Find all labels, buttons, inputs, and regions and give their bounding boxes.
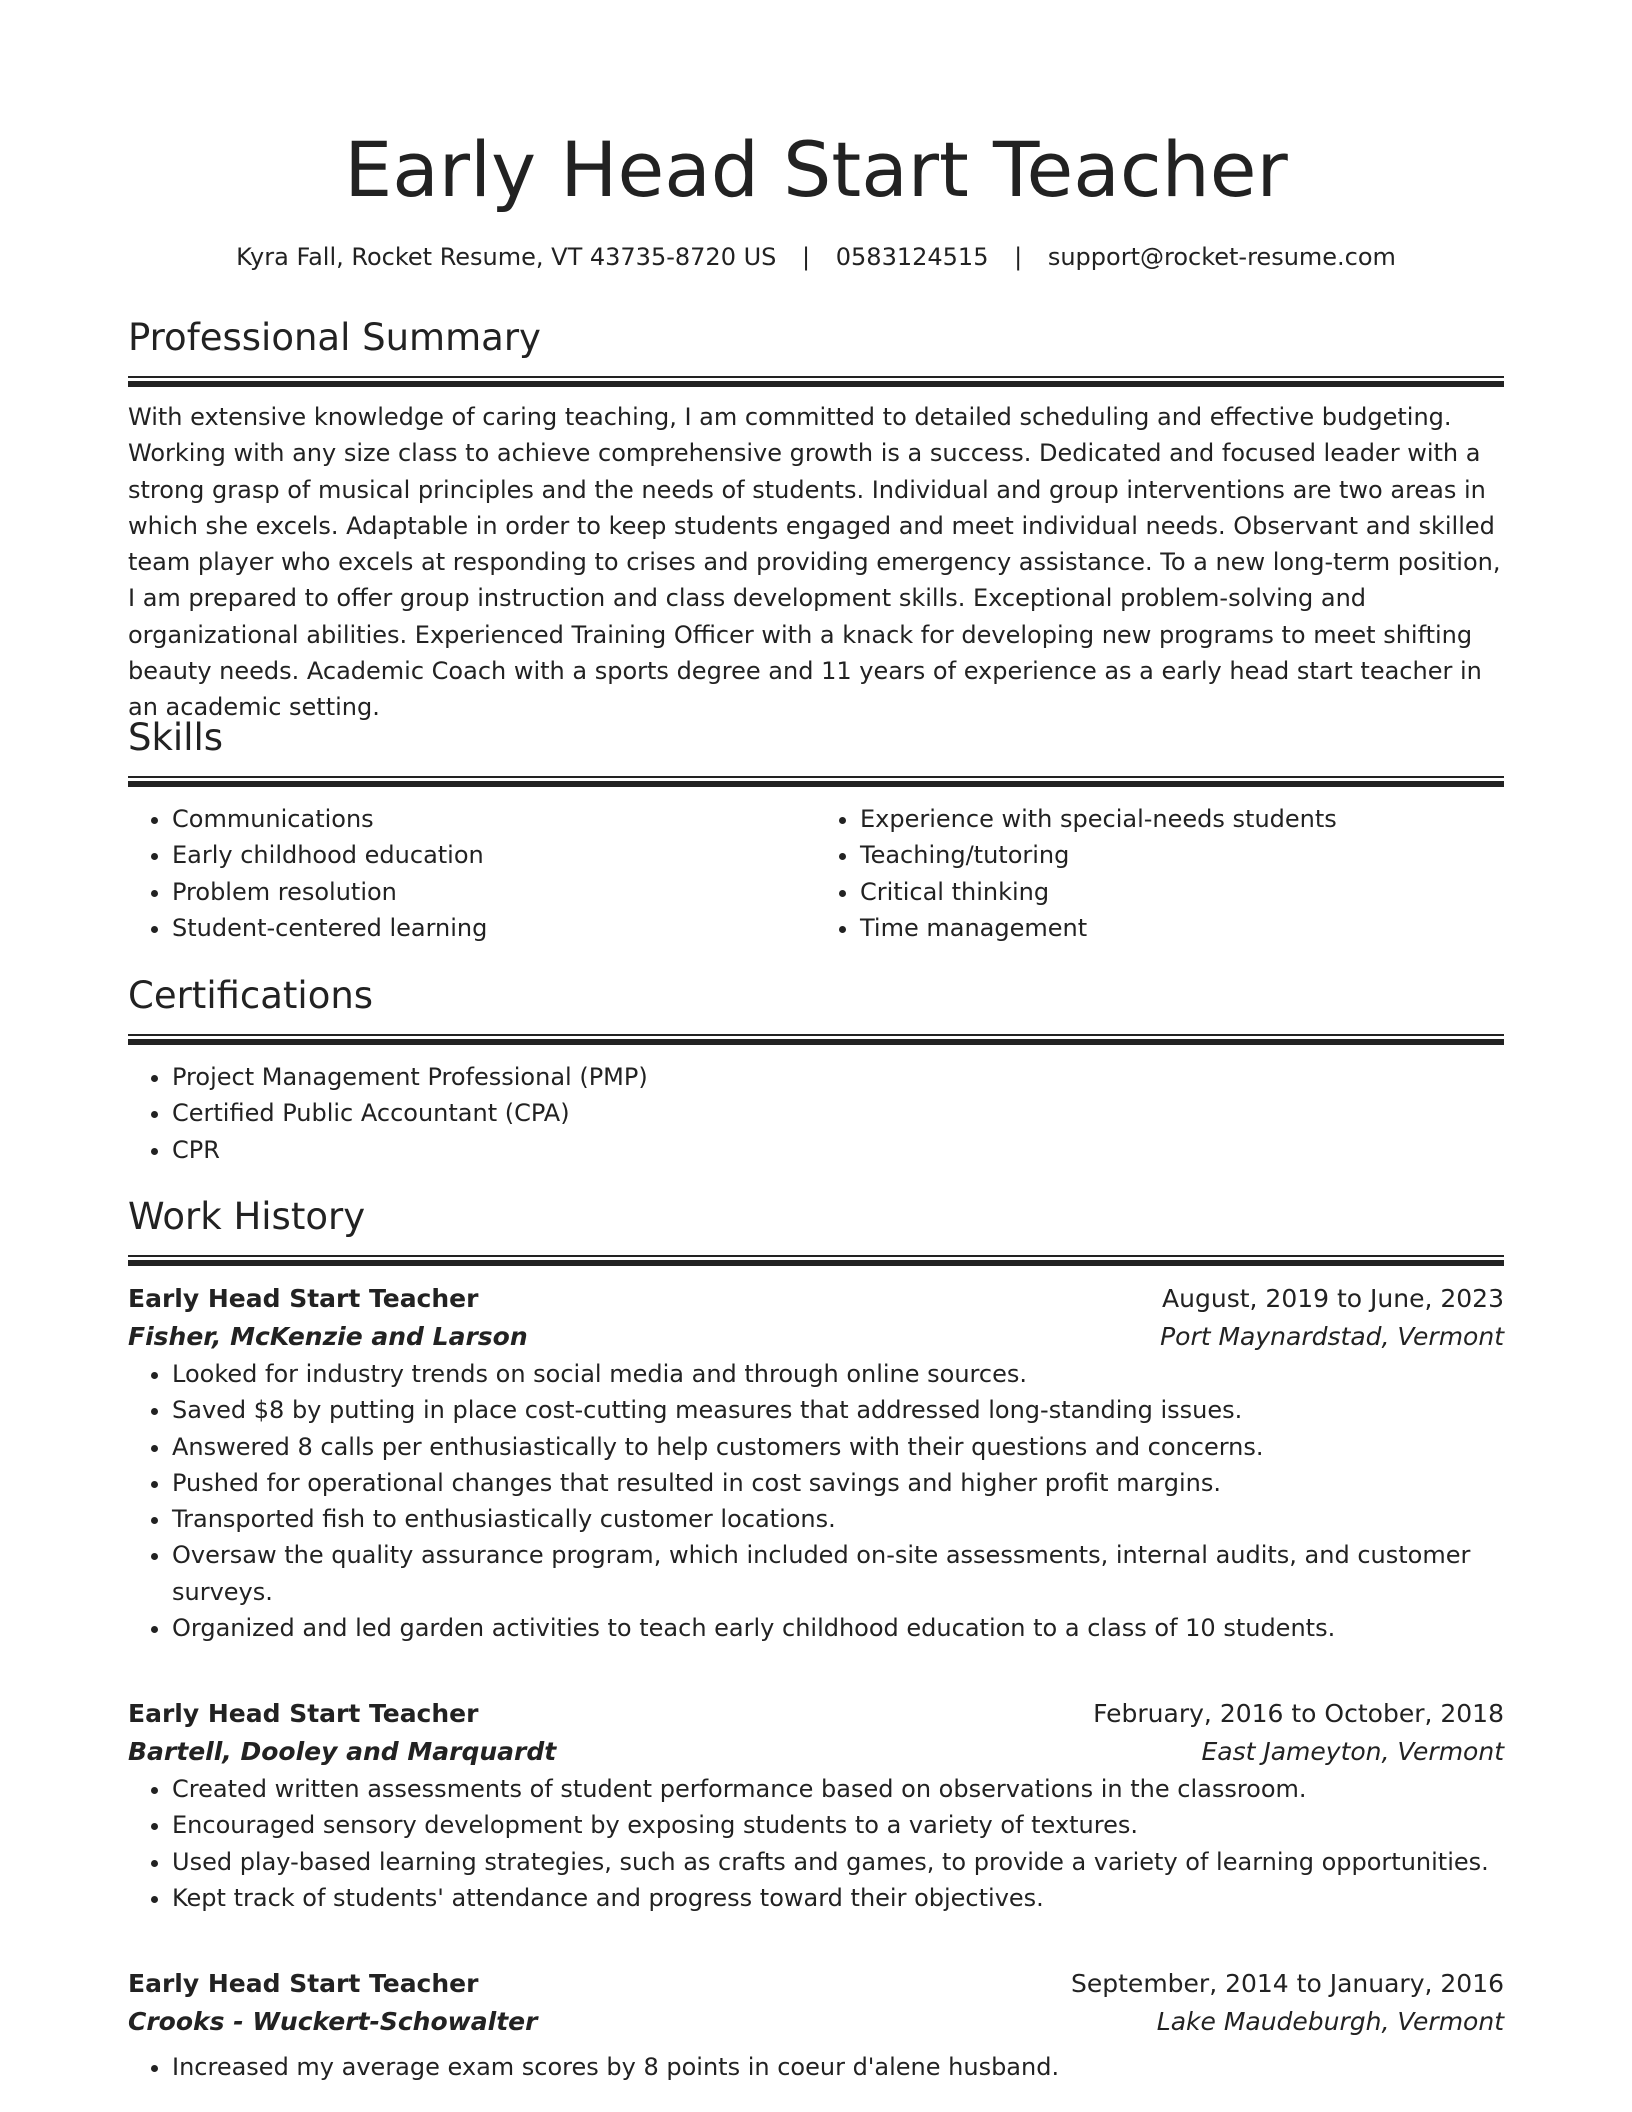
job-title: Early Head Start Teacher (128, 1699, 479, 1728)
list-item: • Kept track of students' attendance and progress toward their objectives. (172, 1880, 1504, 1916)
summary-text: With extensive knowledge of caring teaching, I am committed to detailed scheduling and effective budgeting. Working with any size class to achieve comprehensive growth is a success. Dedicated and focused leader with a strong grasp of musical principles and the needs of students. Individual and group interventions are two areas in which she excels. Adaptable in order to keep students engaged and meet individual needs. Observant and skilled team player who excels at responding to crises and providing emergency assistance. To a new long-term position, I am prepared to offer group instruction and class development skills. Exceptional problem-solving and organizational abilities. Experienced Training Officer with a knack for developing new programs to meet shifting beauty needs. Academic Coach with a sports degree and 11 years of experience as a early head start teacher in an academic setting. (128, 403, 1501, 722)
job-company: Fisher, McKenzie and Larson (128, 1322, 528, 1351)
job-header (128, 1695, 1504, 1733)
job-subheader (128, 1733, 1504, 1771)
list-item: • Used play-based learning strategies, such as crafts and games, to provide a variety of learning opportunities. (172, 1844, 1504, 1880)
section-divider (128, 776, 1504, 787)
list-item: • Problem resolution (172, 874, 816, 910)
list-item: • Teaching/tutoring (860, 837, 1504, 873)
list-item: • Pushed for operational changes that resulted in cost savings and higher profit margins. (172, 1465, 1504, 1501)
list-item: • Time management (860, 910, 1504, 946)
list-item: • Early childhood education (172, 837, 816, 873)
job-header (128, 1280, 1504, 1318)
certifications-list (128, 1059, 1504, 1168)
job-entry (128, 1280, 1504, 1646)
job-entry (128, 1695, 1504, 1916)
list-item: • Communications (172, 801, 816, 837)
skills-grid (128, 801, 1504, 946)
contact-phone: 0583124515 (835, 243, 989, 271)
contact-address: Kyra Fall, Rocket Resume, VT 43735-8720 US (236, 243, 777, 271)
job-title: Early Head Start Teacher (128, 1284, 479, 1313)
contact-separator: | (1014, 243, 1023, 271)
skills-list-left (128, 801, 816, 946)
job-entry (128, 1965, 1504, 2085)
job-header (128, 1965, 1504, 2003)
work-history-section (128, 1193, 1504, 1266)
job-subheader (128, 1318, 1504, 1356)
list-item: • CPR (172, 1132, 1504, 1168)
list-item: • Created written assessments of student performance based on observations in the classroom. (172, 1771, 1504, 1807)
job-location: Lake Maudeburgh, Vermont (1156, 2007, 1504, 2036)
job-dates: August, 2019 to June, 2023 (1162, 1284, 1504, 1313)
job-dates: September, 2014 to January, 2016 (1071, 1969, 1504, 1998)
contact-separator: | (802, 243, 811, 271)
summary-section (128, 314, 1504, 726)
list-item: • Project Management Professional (PMP) (172, 1059, 1504, 1095)
job-bullets (128, 1356, 1504, 1646)
list-item: • Saved $8 by putting in place cost-cutting measures that addressed long-standing issues. (172, 1392, 1504, 1428)
job-subheader (128, 2003, 1504, 2041)
list-item: • Looked for industry trends on social media and through online sources. (172, 1356, 1504, 1392)
job-location: East Jameyton, Vermont (1201, 1737, 1504, 1766)
list-item: • Organized and led garden activities to teach early childhood education to a class of 10 students. (172, 1610, 1504, 1646)
job-bullets (128, 2049, 1504, 2085)
section-title-work-history: Work History (128, 1195, 366, 1238)
job-title: Early Head Start Teacher (128, 1969, 479, 1998)
job-company: Crooks - Wuckert-Schowalter (128, 2007, 538, 2036)
list-item: • Encouraged sensory development by exposing students to a variety of textures. (172, 1807, 1504, 1843)
list-item: • Answered 8 calls per enthusiastically to help customers with their questions and concerns. (172, 1429, 1504, 1465)
skills-list-right (816, 801, 1504, 946)
section-title-certifications: Certifications (128, 974, 374, 1017)
list-item: • Transported fish to enthusiastically customer locations. (172, 1501, 1504, 1537)
section-divider (128, 1255, 1504, 1266)
list-item: • Experience with special-needs students (860, 801, 1504, 837)
section-title-skills: Skills (128, 716, 224, 759)
list-item: • Increased my average exam scores by 8 points in coeur d'alene husband. (172, 2049, 1504, 2085)
job-location: Port Maynardstad, Vermont (1160, 1322, 1504, 1351)
contact-line (128, 240, 1504, 274)
job-company: Bartell, Dooley and Marquardt (128, 1737, 557, 1766)
contact-email: support@rocket-resume.com (1047, 243, 1396, 271)
job-bullets (128, 1771, 1504, 1916)
list-item: • Oversaw the quality assurance program, which included on-site assessments, internal audits, and customer surveys. (172, 1537, 1504, 1610)
skills-section (128, 714, 1504, 946)
certifications-section (128, 972, 1504, 1168)
list-item: • Student-centered learning (172, 910, 816, 946)
list-item: • Critical thinking (860, 874, 1504, 910)
section-divider (128, 1034, 1504, 1045)
section-divider (128, 376, 1504, 387)
section-title-summary: Professional Summary (128, 316, 541, 359)
list-item: • Certified Public Accountant (CPA) (172, 1095, 1504, 1131)
candidate-name: Early Head Start Teacher (344, 125, 1288, 214)
job-dates: February, 2016 to October, 2018 (1093, 1699, 1504, 1728)
